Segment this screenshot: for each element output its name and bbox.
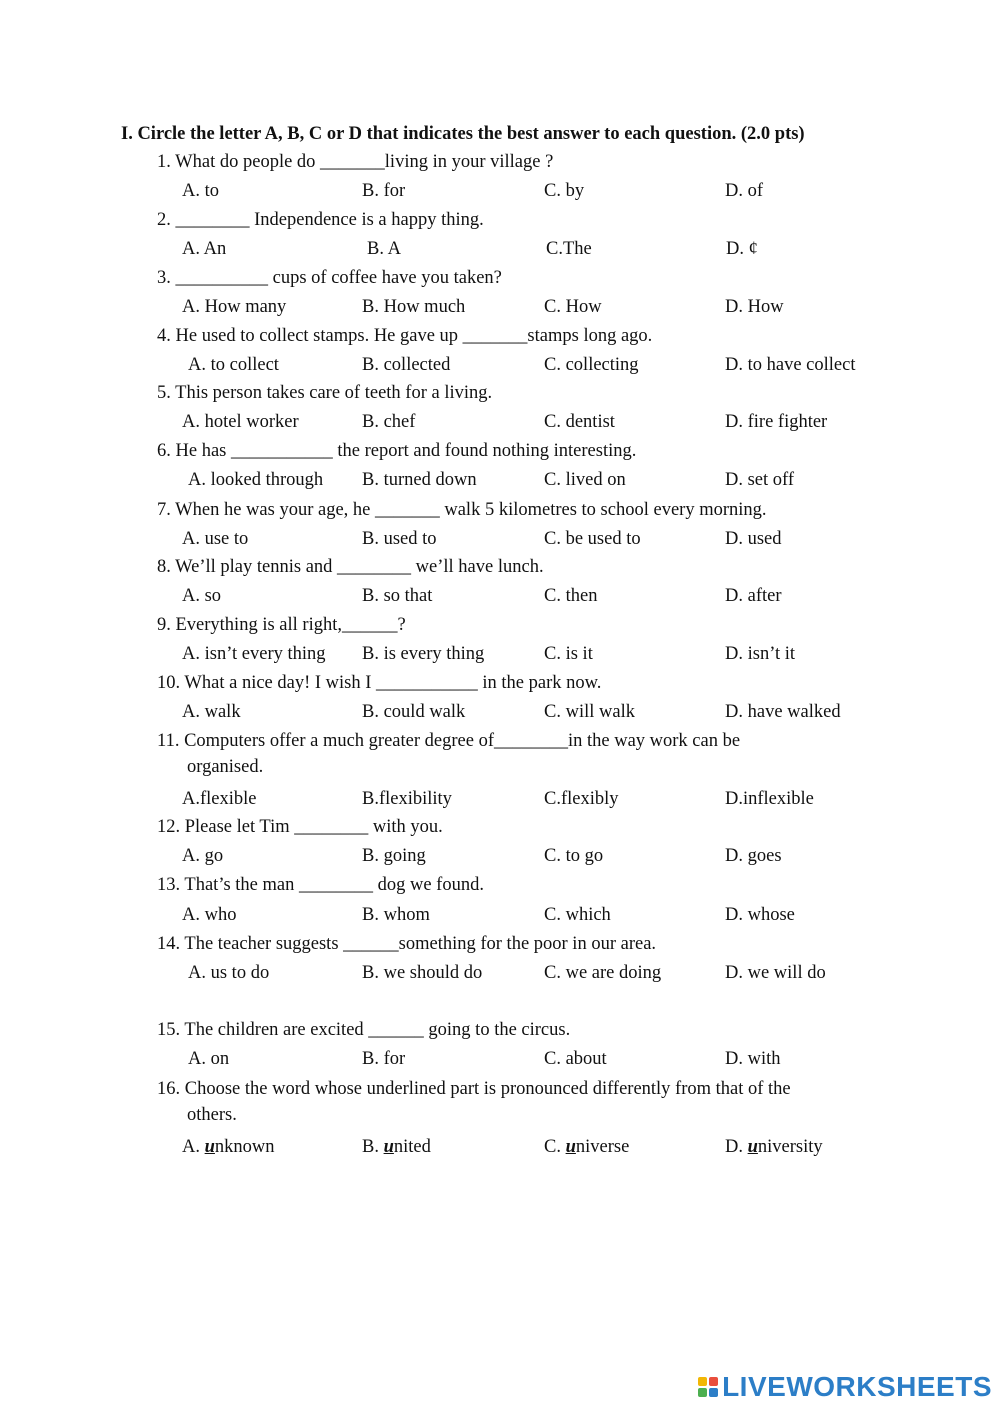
option-d[interactable]: D. used	[725, 529, 782, 549]
question-text-continued: others.	[187, 1105, 237, 1125]
brand-logo	[698, 1367, 992, 1407]
option-d[interactable]: D. have walked	[725, 702, 841, 722]
option-c[interactable]: C. then	[544, 586, 598, 606]
option-b[interactable]: B. chef	[362, 412, 416, 432]
option-c[interactable]: C. dentist	[544, 412, 615, 432]
option-a[interactable]: A. An	[182, 239, 227, 259]
option-word-rest: niverse	[575, 1137, 630, 1157]
option-c[interactable]: C. collecting	[544, 355, 639, 375]
option-d[interactable]: D. set off	[725, 470, 795, 490]
brand-name: LIVEWORKSHEETS	[722, 1371, 992, 1402]
option-b[interactable]: B. going	[362, 846, 426, 866]
options-row-6	[0, 467, 1000, 493]
question-text: 7. When he was your age, he _______ walk 5 kilometres to school every morning.	[157, 500, 767, 520]
option-d[interactable]: D. we will do	[725, 963, 826, 983]
option-c[interactable]: C.The	[546, 239, 592, 259]
question-text: 6. He has ___________ the report and found nothing interesting.	[157, 441, 637, 461]
options-row-10	[0, 699, 1000, 725]
option-c[interactable]: C. we are doing	[544, 963, 662, 983]
question-text-continued: organised.	[187, 757, 264, 777]
question-14	[157, 931, 656, 957]
option-a[interactable]: A. to	[182, 181, 219, 201]
options-row-7	[0, 526, 1000, 552]
question-16	[157, 1076, 791, 1128]
option-c[interactable]	[544, 1134, 629, 1160]
question-9	[157, 612, 406, 638]
option-d[interactable]: D. of	[725, 181, 764, 201]
question-3	[157, 265, 502, 291]
option-b[interactable]: B. could walk	[362, 702, 466, 722]
options-row-12	[0, 843, 1000, 869]
option-c[interactable]: C.flexibly	[544, 789, 619, 809]
option-a[interactable]: A. on	[188, 1049, 230, 1069]
underlined-letter: u	[565, 1137, 576, 1157]
question-text: 1. What do people do _______living in your village ?	[157, 152, 554, 172]
option-a[interactable]: A. us to do	[188, 963, 270, 983]
option-b[interactable]: B. collected	[362, 355, 451, 375]
question-10	[157, 670, 601, 696]
option-c[interactable]: C. lived on	[544, 470, 626, 490]
underlined-letter: u	[204, 1137, 215, 1157]
options-row-16	[0, 1134, 1000, 1160]
option-d[interactable]: D. with	[725, 1049, 781, 1069]
logo-square-4-icon	[709, 1388, 718, 1397]
section-title: I. Circle the letter A, B, C or D that indicates the best answer to each question. (2.0 pts)	[121, 124, 805, 144]
option-d[interactable]: D.inflexible	[725, 789, 814, 809]
option-b[interactable]: B. How much	[362, 297, 466, 317]
option-b[interactable]: B. we should do	[362, 963, 483, 983]
option-b[interactable]: B. for	[362, 181, 406, 201]
question-15	[157, 1017, 570, 1043]
underlined-letter: u	[383, 1137, 394, 1157]
option-c[interactable]: C. will walk	[544, 702, 635, 722]
option-b[interactable]: B. turned down	[362, 470, 477, 490]
question-2	[157, 207, 484, 233]
options-row-1	[0, 178, 1000, 204]
question-text: 2. ________ Independence is a happy thing.	[157, 210, 484, 230]
option-a[interactable]: A. looked through	[188, 470, 324, 490]
question-text: 9. Everything is all right,______?	[157, 615, 406, 635]
question-text: 13. That’s the man ________ dog we found.	[157, 875, 484, 895]
question-text: 4. He used to collect stamps. He gave up _______stamps long ago.	[157, 326, 653, 346]
option-b[interactable]: B. used to	[362, 529, 437, 549]
option-c[interactable]: C. be used to	[544, 529, 641, 549]
question-11	[157, 728, 740, 780]
option-a[interactable]: A. go	[182, 846, 224, 866]
options-row-9	[0, 641, 1000, 667]
option-a[interactable]: A. isn’t every thing	[182, 644, 326, 664]
option-b[interactable]: B. whom	[362, 905, 430, 925]
option-b[interactable]: B.flexibility	[362, 789, 452, 809]
option-a[interactable]: A.flexible	[182, 789, 257, 809]
option-b[interactable]: B. is every thing	[362, 644, 485, 664]
options-row-13	[0, 902, 1000, 928]
option-a[interactable]: A. walk	[182, 702, 241, 722]
option-a[interactable]: A. so	[182, 586, 222, 606]
options-row-15	[0, 1046, 1000, 1072]
option-b[interactable]	[362, 1134, 431, 1160]
options-row-14	[0, 960, 1000, 986]
option-d[interactable]: D. goes	[725, 846, 782, 866]
option-d[interactable]: D. ¢	[726, 239, 758, 259]
option-b[interactable]: B. for	[362, 1049, 406, 1069]
option-d[interactable]: D. How	[725, 297, 784, 317]
question-text: 16. Choose the word whose underlined part is pronounced differently from that of the	[157, 1079, 791, 1099]
option-b[interactable]: B. A	[367, 239, 401, 259]
option-d[interactable]: D. fire fighter	[725, 412, 828, 432]
question-text: 10. What a nice day! I wish I ___________ in the park now.	[157, 673, 602, 693]
question-7	[157, 497, 767, 523]
question-text: 14. The teacher suggests ______something for the poor in our area.	[157, 934, 657, 954]
question-text: 5. This person takes care of teeth for a living.	[157, 383, 493, 403]
option-c[interactable]: C. by	[544, 181, 585, 201]
options-row-2	[0, 236, 1000, 262]
option-word-rest: nited	[393, 1137, 431, 1157]
logo-square-1-icon	[698, 1377, 707, 1386]
option-word-rest: nknown	[214, 1137, 275, 1157]
options-row-11	[0, 786, 1000, 812]
option-d[interactable]: D. to have collect	[725, 355, 856, 375]
question-5	[157, 380, 492, 406]
option-c[interactable]: C. is it	[544, 644, 593, 664]
option-a[interactable]	[182, 1134, 275, 1160]
option-a[interactable]: A. hotel worker	[182, 412, 299, 432]
question-12	[157, 814, 443, 840]
option-label: C.	[544, 1137, 566, 1157]
options-row-3	[0, 294, 1000, 320]
options-row-4	[0, 352, 1000, 378]
option-a[interactable]: A. who	[182, 905, 237, 925]
question-text: 12. Please let Tim ________ with you.	[157, 817, 443, 837]
option-d[interactable]: D. isn’t it	[725, 644, 796, 664]
logo-square-2-icon	[709, 1377, 718, 1386]
options-row-8	[0, 583, 1000, 609]
option-d[interactable]: D. whose	[725, 905, 795, 925]
logo-square-3-icon	[698, 1388, 707, 1397]
option-c[interactable]: C. How	[544, 297, 602, 317]
option-c[interactable]: C. which	[544, 905, 611, 925]
question-text: 11. Computers offer a much greater degree of________in the way work can be	[157, 731, 741, 751]
question-8	[157, 554, 544, 580]
question-1	[157, 149, 553, 175]
option-label: B.	[362, 1137, 384, 1157]
question-text: 8. We’ll play tennis and ________ we’ll have lunch.	[157, 557, 544, 577]
option-word-rest: niversity	[757, 1137, 823, 1157]
option-a[interactable]: A. to collect	[188, 355, 279, 375]
question-13	[157, 872, 484, 898]
option-c[interactable]: C. about	[544, 1049, 607, 1069]
underlined-letter: u	[747, 1137, 758, 1157]
option-label: A.	[182, 1137, 205, 1157]
option-label: D.	[725, 1137, 748, 1157]
option-b[interactable]: B. so that	[362, 586, 433, 606]
liveworksheets-icon	[698, 1377, 718, 1397]
question-text: 15. The children are excited ______ going to the circus.	[157, 1020, 571, 1040]
options-row-5	[0, 409, 1000, 435]
option-a[interactable]: A. use to	[182, 529, 249, 549]
question-6	[157, 438, 636, 464]
option-c[interactable]: C. to go	[544, 846, 604, 866]
option-d[interactable]	[725, 1134, 823, 1160]
option-d[interactable]: D. after	[725, 586, 782, 606]
option-a[interactable]: A. How many	[182, 297, 287, 317]
question-4	[157, 323, 652, 349]
question-text: 3. __________ cups of coffee have you taken?	[157, 268, 502, 288]
